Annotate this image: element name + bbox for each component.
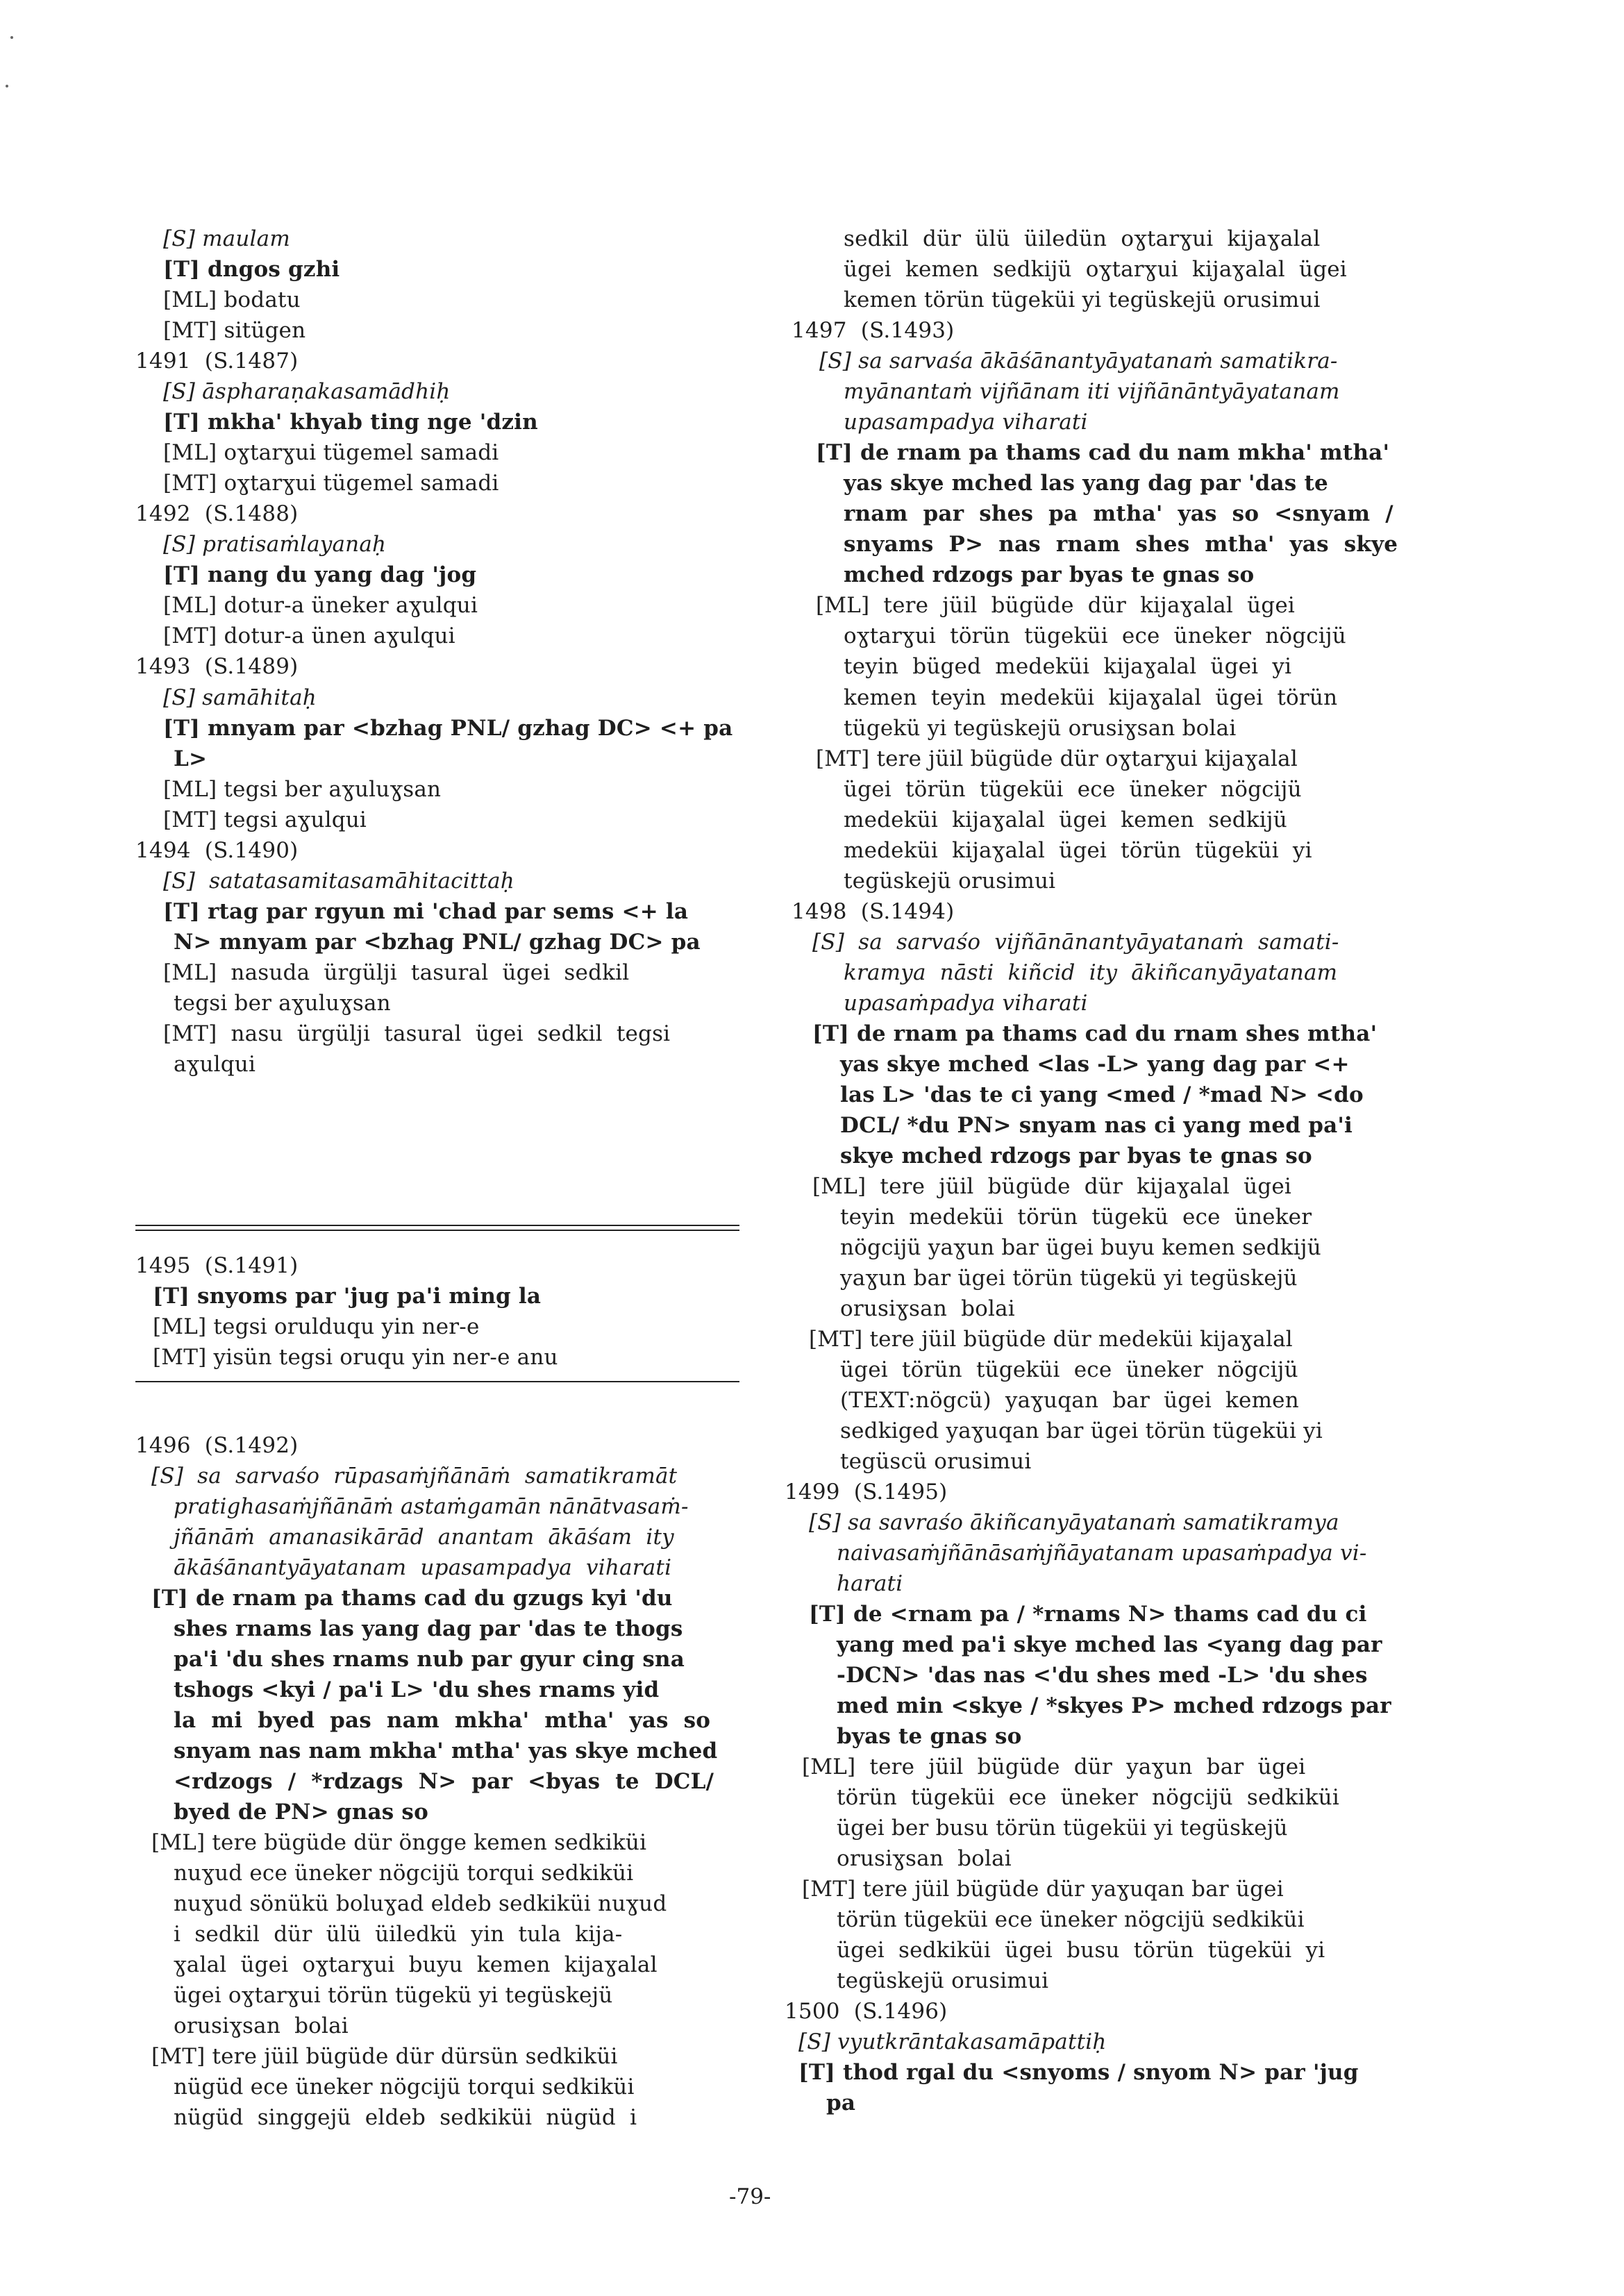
right-column-line: 1497 (S.1493) (792, 318, 955, 343)
right-column-line: 1498 (S.1494) (792, 899, 955, 924)
right-column-line: upasampadya viharati (844, 410, 1088, 435)
left-column-line: [T] dngos gzhi (163, 257, 340, 282)
right-column-line: [S] sa sarvaśo vijñānānantyāyatanaṁ samati- (812, 930, 1339, 955)
right-column-line: [S] sa savraśo ākiñcanyāyatanaṁ samatikramya (809, 1510, 1339, 1535)
right-column-line: ügei ber busu törün tügeküi yi tegüskejü (837, 1816, 1288, 1841)
right-column-line: ügei sedkiküi ügei busu törün tügeküi yi (837, 1938, 1325, 1963)
left-column-line: jñānāṁ amanasikārād anantam ākāśam ity (174, 1525, 674, 1550)
right-column-line: tügekü yi tegüskejü orusiɣsan bolai (844, 716, 1237, 741)
left-column-line: [T] snyoms par 'jug pa'i ming la (153, 1284, 542, 1309)
right-column-line: tegüskejü orusimui (837, 1968, 1049, 1993)
left-column-line: [S] satatasamitasamāhitacittaḥ (163, 869, 514, 894)
left-column-line: [T] nang du yang dag 'jog (163, 562, 477, 587)
right-column-line: las L> 'das te ci yang <med / *mad N> <do (840, 1082, 1364, 1107)
left-column-line: [T] mnyam par <bzhag PNL/ gzhag DC> <+ pa (163, 716, 733, 741)
right-column-line: byas te gnas so (837, 1724, 1022, 1749)
left-column-line: [T] rtag par rgyun mi 'chad par sems <+ la (163, 899, 689, 924)
left-column-line: [MT] yisün tegsi oruqu yin ner-e anu (153, 1345, 558, 1370)
right-column-line: harati (837, 1571, 903, 1596)
right-column-line: med min <skye / *skyes P> mched rdzogs par (837, 1693, 1391, 1718)
left-column-line: <rdzogs / *rdzags N> par <byas te DCL/ (174, 1769, 714, 1794)
left-column-line: i sedkil dür ülü üiledkü yin tula kija- (174, 1922, 623, 1947)
right-column-line: pa (826, 2090, 856, 2115)
right-column-line: skye mched rdzogs par byas te gnas so (840, 1143, 1312, 1168)
left-column-line: aɣulqui (174, 1052, 256, 1077)
scan-speck (10, 36, 13, 39)
left-column-line: snyam nas nam mkha' mtha' yas skye mched (174, 1738, 718, 1763)
right-column-line: yas skye mched las yang dag par 'das te (844, 471, 1328, 496)
left-column-line: ākāśānantyāyatanam upasampadya viharati (174, 1555, 672, 1580)
page-number: -79- (729, 2184, 771, 2209)
left-column-line: la mi byed pas nam mkha' mtha' yas so (174, 1708, 711, 1733)
left-column-line: [S] pratisaṁlayanaḥ (163, 532, 387, 557)
right-column-line: upasaṁpadya viharati (844, 991, 1088, 1016)
left-column-line: shes rnams las yang dag par 'das te thogs (174, 1616, 683, 1641)
right-column-line: törün tügeküi ece üneker nögcijü sedkiküi (837, 1785, 1339, 1810)
divider-rule (135, 1230, 739, 1231)
left-column-line: [ML] oɣtarɣui tügemel samadi (163, 440, 499, 465)
left-column-line: [MT] nasu ürgülji tasural ügei sedkil tegsi (163, 1021, 671, 1046)
left-column-line: ügei oɣtarɣui törün tügekü yi tegüskejü (174, 1983, 613, 2008)
left-column-line: [MT] oɣtarɣui tügemel samadi (163, 471, 499, 496)
left-column-line: [T] de rnam pa thams cad du gzugs kyi 'du (151, 1586, 673, 1611)
left-column-line: tegsi ber aɣuluɣsan (174, 991, 391, 1016)
left-column-line: [MT] sitügen (163, 318, 306, 343)
left-column-line: [ML] dotur-a üneker aɣulqui (163, 593, 478, 618)
left-column-line: [ML] bodatu (163, 287, 301, 312)
right-column-line: yaɣun bar ügei törün tügekü yi tegüskejü (840, 1266, 1298, 1291)
right-column-line: [ML] tere jüil bügüde dür kijaɣalal ügei (816, 593, 1296, 618)
right-column-line: rnam par shes pa mtha' yas so <snyam / (844, 501, 1393, 526)
left-column-line: nuɣud ece üneker nögcijü torqui sedkiküi (174, 1861, 634, 1886)
right-column-line: [S] sa sarvaśa ākāśānantyāyatanaṁ samatikra- (819, 349, 1338, 374)
left-column-line: 1496 (S.1492) (135, 1433, 299, 1458)
right-column-line: medeküi kijaɣalal ügei törün tügeküi yi (844, 838, 1312, 863)
right-column-line: -DCN> 'das nas <'du shes med -L> 'du shes (837, 1663, 1368, 1688)
left-column-line: pratighasaṁjñānāṁ astaṁgamān nānātvasaṁ- (174, 1494, 689, 1519)
left-column-line: nuɣud sönükü boluɣad eldeb sedkiküi nuɣud (174, 1891, 667, 1916)
right-column-line: 1500 (S.1496) (785, 1999, 948, 2024)
right-column-line: DCL/ *du PN> snyam nas ci yang med pa'i (840, 1113, 1353, 1138)
left-column-line: [MT] dotur-a ünen aɣulqui (163, 623, 455, 648)
right-column-line: [T] thod rgal du <snyoms / snyom N> par 'jug (798, 2060, 1359, 2085)
left-column-line: [ML] tere bügüde dür öngge kemen sedkiküi (151, 1830, 647, 1855)
right-column-line: (TEXT:nögcü) yaɣuqan bar ügei kemen (840, 1388, 1299, 1413)
left-column-line: N> mnyam par <bzhag PNL/ gzhag DC> pa (174, 930, 701, 955)
right-column-line: ügei törün tügeküi ece üneker nögcijü (840, 1357, 1298, 1382)
right-column-line: yas skye mched <las -L> yang dag par <+ (840, 1052, 1350, 1077)
right-column-line: [T] de rnam pa thams cad du nam mkha' mtha' (816, 440, 1390, 465)
left-column-line: nügüd ece üneker nögcijü torqui sedkiküi (174, 2075, 635, 2100)
right-column-line: oɣtarɣui törün tügeküi ece üneker nögcijü (844, 623, 1346, 648)
right-column-line: kemen törün tügeküi yi tegüskejü orusimui (844, 287, 1321, 312)
left-column-line: 1495 (S.1491) (135, 1253, 299, 1278)
left-column-line: orusiɣsan bolai (174, 2013, 349, 2038)
left-column-line: [ML] nasuda ürgülji tasural ügei sedkil (163, 960, 630, 985)
right-column-line: nögcijü yaɣun bar ügei buyu kemen sedkijü (840, 1235, 1321, 1260)
left-column-line: [MT] tegsi aɣulqui (163, 807, 367, 832)
divider-rule (135, 1225, 739, 1226)
right-column-line: [MT] tere jüil bügüde dür medeküi kijaɣalal (809, 1327, 1293, 1352)
left-column-line: pa'i 'du shes rnams nub par gyur cing sna (174, 1647, 685, 1672)
right-column-line: tegüskejü orusimui (844, 869, 1056, 894)
right-column-line: teyin medeküi törün tügekü ece üneker (840, 1205, 1312, 1230)
left-column-line: 1492 (S.1488) (135, 501, 299, 526)
right-column-line: sedkiged yaɣuqan bar ügei törün tügeküi yi (840, 1418, 1323, 1443)
right-column-line: mched rdzogs par byas te gnas so (844, 562, 1255, 587)
right-column-line: [ML] tere jüil bügüde dür kijaɣalal ügei (812, 1174, 1292, 1199)
left-column-line: 1493 (S.1489) (135, 654, 299, 679)
right-column-line: orusiɣsan bolai (837, 1846, 1012, 1871)
left-column-line: byed de PN> gnas so (174, 1800, 428, 1825)
left-column-line: [S] āspharaṇakasamādhiḥ (163, 379, 451, 404)
left-column-line: [ML] tegsi orulduqu yin ner-e (153, 1314, 480, 1339)
left-column-line: tshogs <kyi / pa'i L> 'du shes rnams yid (174, 1677, 660, 1702)
right-column-line: ügei kemen sedkijü oɣtarɣui kijaɣalal ügei (844, 257, 1347, 282)
right-column-line: ügei törün tügeküi ece üneker nögcijü (844, 777, 1302, 802)
right-column-line: 1499 (S.1495) (785, 1480, 948, 1505)
right-column-line: orusiɣsan bolai (840, 1296, 1015, 1321)
right-column-line: myānantaṁ vijñānam iti vijñānāntyāyatanam (844, 379, 1340, 404)
right-column-line: yang med pa'i skye mched las <yang dag par (837, 1632, 1382, 1657)
left-column-line: [MT] tere jüil bügüde dür dürsün sedkiküi (151, 2044, 618, 2069)
scan-speck (6, 85, 8, 87)
left-column-line: ɣalal ügei oɣtarɣui buyu kemen kijaɣalal (174, 1952, 658, 1977)
left-column-line: [S] sa sarvaśo rūpasaṁjñānāṁ samatikramāt (151, 1464, 678, 1489)
left-column-line: [S] samāhitaḥ (163, 685, 317, 710)
divider-rule (135, 1381, 739, 1382)
right-column-line: törün tügeküi ece üneker nögcijü sedkiküi (837, 1907, 1305, 1932)
left-column-line: [S] maulam (163, 226, 290, 251)
right-column-line: [T] de rnam pa thams cad du rnam shes mtha' (812, 1021, 1378, 1046)
right-column-line: [ML] tere jüil bügüde dür yaɣun bar ügei (802, 1754, 1306, 1779)
left-column-line: L> (174, 746, 208, 771)
right-column-line: [MT] tere jüil bügüde dür oɣtarɣui kijaɣalal (816, 746, 1298, 771)
left-column-line: [T] mkha' khyab ting nge 'dzin (163, 410, 538, 435)
right-column-line: [MT] tere jüil bügüde dür yaɣuqan bar ügei (802, 1877, 1284, 1902)
right-column-line: sedkil dür ülü üiledün oɣtarɣui kijaɣalal (844, 226, 1321, 251)
right-column-line: medeküi kijaɣalal ügei kemen sedkijü (844, 807, 1287, 832)
left-column-line: nügüd singgejü eldeb sedkiküi nügüd i (174, 2105, 637, 2130)
left-column-line: 1494 (S.1490) (135, 838, 299, 863)
left-column-line: 1491 (S.1487) (135, 349, 299, 374)
right-column-line: kramya nāsti kiñcid ity ākiñcanyāyatanam (844, 960, 1338, 985)
right-column-line: snyams P> nas rnam shes mtha' yas skye (844, 532, 1398, 557)
right-column-line: [S] vyutkrāntakasamāpattiḥ (798, 2029, 1107, 2054)
left-column-line: [ML] tegsi ber aɣuluɣsan (163, 777, 442, 802)
right-column-line: tegüscü orusimui (840, 1449, 1032, 1474)
right-column-line: kemen teyin medeküi kijaɣalal ügei törün (844, 685, 1338, 710)
right-column-line: [T] de <rnam pa / *rnams N> thams cad du ci (809, 1602, 1367, 1627)
right-column-line: teyin büged medeküi kijaɣalal ügei yi (844, 654, 1292, 679)
right-column-line: naivasaṁjñānāsaṁjñāyatanam upasaṁpadya vi- (837, 1541, 1367, 1566)
